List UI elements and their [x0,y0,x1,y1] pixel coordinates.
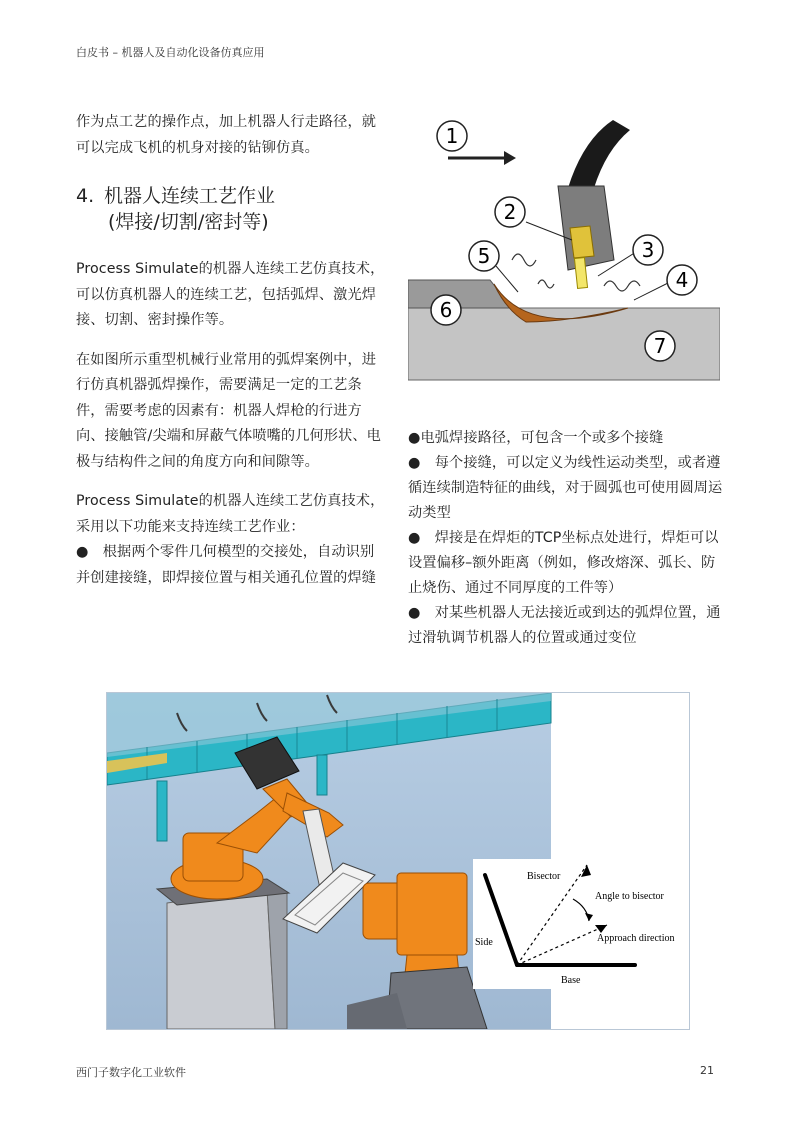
robot-pedestal [167,889,275,1029]
running-header: 白皮书 – 机器人及自动化设备仿真应用 [76,46,265,59]
bisector-label: Bisector [527,871,561,882]
label-1: 1 [445,124,459,148]
angle-to-bisector-label: Angle to bisector [595,891,664,902]
section-subtitle: (焊接/切割/密封等) [108,211,269,233]
paragraph-functions: Process Simulate的机器人连续工艺仿真技术，采用以下功能来支持连续工艺作业： [76,493,385,535]
contact-tip [570,226,594,258]
label-5: 5 [477,244,491,268]
label-4: 4 [675,268,689,292]
robot-welding-figure [106,692,690,1030]
right-column [408,426,723,651]
paragraph-continuous-process: Process Simulate的机器人连续工艺仿真技术，可以仿真机器人的连续工艺，包括弧焊、激光焊接、切割、密封操作等。 [76,261,385,328]
footer-company: 西门子数字化工业软件 [76,1066,186,1079]
label-3: 3 [641,238,655,262]
label-7: 7 [653,334,667,358]
bullet-seam-motion: ● 每个接缝，可以定义为线性运动类型，或者遵循连续制造特征的曲线，对于圆弧也可使用圆周运动类型 [408,455,723,521]
label-2: 2 [503,200,517,224]
paragraph-arc-welding: 在如图所示重型机械行业常用的弧焊案例中，进行仿真机器弧焊操作，需要满足一定的工艺条件，需要考虑的因素有：机器人焊枪的行进方向、接触管/尖端和屏蔽气体喷嘴的几何形状、电极与结构件之间的角度方向和间隙等。 [76,351,381,470]
side-label: Side [475,937,493,948]
torch-cable [568,120,630,188]
label-6: 6 [439,298,453,322]
page-number: 21 [700,1064,714,1077]
welding-diagram [408,110,720,384]
bullet-rail-positioner: ● 对某些机器人无法接近或到达的弧焊位置，通过滑轨调节机器人的位置或通过变位 [408,605,721,646]
section-number: 4. [76,185,95,207]
base-label: Base [561,975,581,986]
bullet-seam-detection: ● 根据两个零件几何模型的交接处，自动识别并创建接缝，即焊接位置与相关通孔位置的焊缝 [76,544,377,586]
section-title: 机器人连续工艺作业 [104,185,276,207]
section-heading [76,183,388,235]
bullet-arc-path: ●电弧焊接路径，可包含一个或多个接缝 [408,430,664,446]
approach-direction-label: Approach direction [597,933,675,944]
left-column [76,110,388,591]
angle-inset [473,859,689,989]
intro-paragraph: 作为点工艺的操作点，加上机器人行走路径，就可以完成飞机的机身对接的钻铆仿真。 [76,114,377,156]
bullet-tcp-offset: ● 焊接是在焊炬的TCP坐标点处进行，焊炬可以设置偏移–额外距离（例如，修改熔深、弧长、防止烧伤、通过不同厚度的工件等） [408,530,719,596]
